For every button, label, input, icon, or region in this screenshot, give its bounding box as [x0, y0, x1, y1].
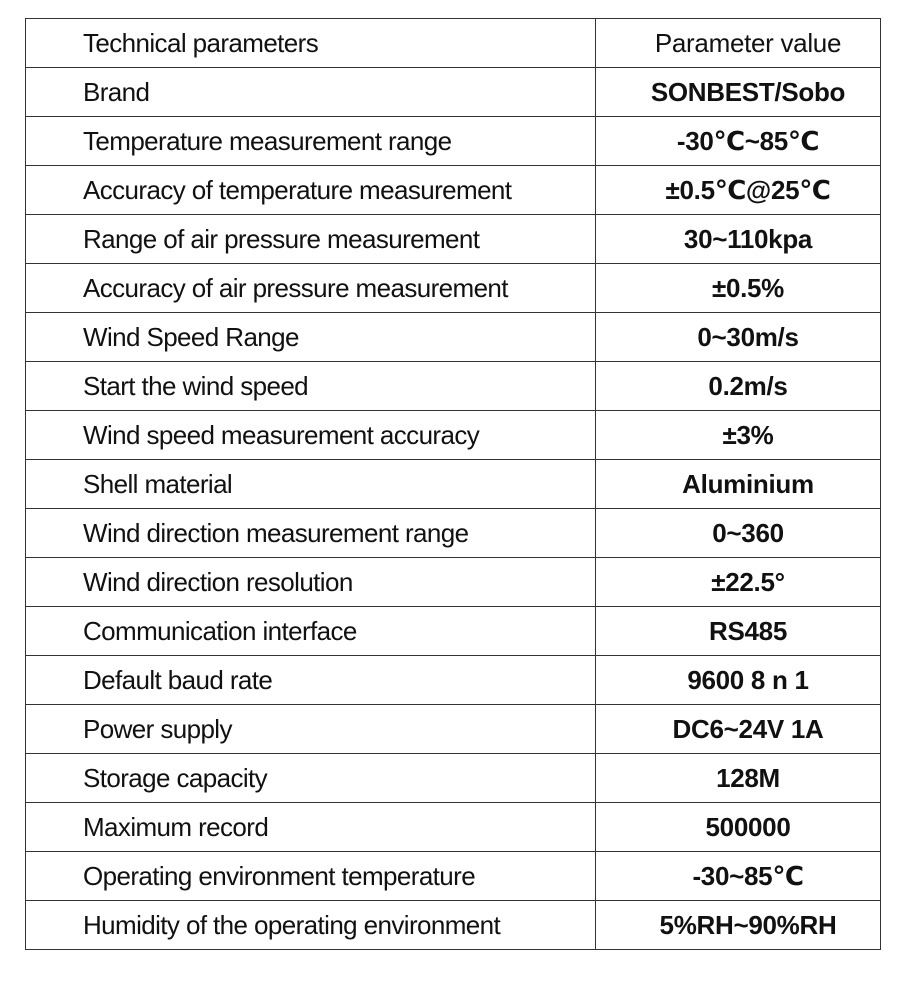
value-cell: 5%RH~90%RH: [596, 901, 881, 950]
parameter-cell: Communication interface: [26, 607, 596, 656]
parameter-cell: Range of air pressure measurement: [26, 215, 596, 264]
parameter-cell: Shell material: [26, 460, 596, 509]
value-cell: 128M: [596, 754, 881, 803]
header-value: Parameter value: [596, 19, 881, 68]
value-cell: 0~360: [596, 509, 881, 558]
value-cell: 30~110kpa: [596, 215, 881, 264]
table-row: [26, 313, 881, 362]
value-cell: RS485: [596, 607, 881, 656]
table-row: [26, 264, 881, 313]
parameter-cell: Temperature measurement range: [26, 117, 596, 166]
table-row: [26, 558, 881, 607]
parameter-cell: Accuracy of temperature measurement: [26, 166, 596, 215]
parameter-cell: Wind direction measurement range: [26, 509, 596, 558]
value-cell: SONBEST/Sobo: [596, 68, 881, 117]
value-cell: ±22.5°: [596, 558, 881, 607]
technical-parameters-table: [25, 18, 881, 950]
value-cell: ±0.5℃@25℃: [596, 166, 881, 215]
table-row: [26, 117, 881, 166]
value-cell: -30℃~85℃: [596, 117, 881, 166]
table-row: [26, 362, 881, 411]
table-row: [26, 460, 881, 509]
parameter-cell: Humidity of the operating environment: [26, 901, 596, 950]
table-row: [26, 509, 881, 558]
parameter-cell: Operating environment temperature: [26, 852, 596, 901]
table-row: [26, 656, 881, 705]
value-cell: DC6~24V 1A: [596, 705, 881, 754]
value-cell: 500000: [596, 803, 881, 852]
parameter-cell: Wind direction resolution: [26, 558, 596, 607]
value-cell: -30~85℃: [596, 852, 881, 901]
parameter-cell: Brand: [26, 68, 596, 117]
parameter-cell: Wind speed measurement accuracy: [26, 411, 596, 460]
header-parameter: Technical parameters: [26, 19, 596, 68]
value-cell: 0.2m/s: [596, 362, 881, 411]
table-header-row: [26, 19, 881, 68]
parameter-cell: Maximum record: [26, 803, 596, 852]
parameter-cell: Accuracy of air pressure measurement: [26, 264, 596, 313]
table-row: [26, 901, 881, 950]
value-cell: Aluminium: [596, 460, 881, 509]
table-row: [26, 607, 881, 656]
table-row: [26, 803, 881, 852]
value-cell: ±3%: [596, 411, 881, 460]
parameter-cell: Start the wind speed: [26, 362, 596, 411]
table-row: [26, 215, 881, 264]
parameter-cell: Wind Speed Range: [26, 313, 596, 362]
table-row: [26, 411, 881, 460]
table-row: [26, 705, 881, 754]
table-body: [26, 19, 881, 950]
parameter-cell: Power supply: [26, 705, 596, 754]
table-row: [26, 852, 881, 901]
table-row: [26, 754, 881, 803]
table-row: [26, 68, 881, 117]
value-cell: 9600 8 n 1: [596, 656, 881, 705]
value-cell: 0~30m/s: [596, 313, 881, 362]
value-cell: ±0.5%: [596, 264, 881, 313]
parameter-cell: Storage capacity: [26, 754, 596, 803]
table-row: [26, 166, 881, 215]
parameter-cell: Default baud rate: [26, 656, 596, 705]
